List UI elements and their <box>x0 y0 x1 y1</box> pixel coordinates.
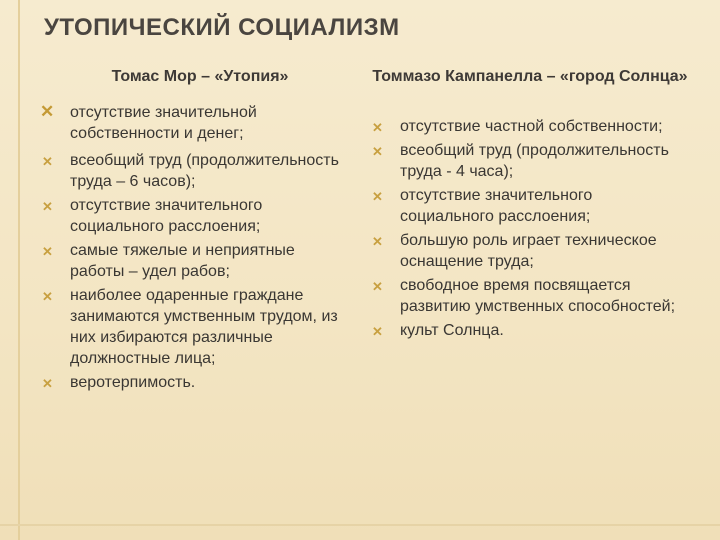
list-item <box>370 275 690 317</box>
x-mark-icon: ✕ <box>372 120 383 135</box>
list-item-text: веротерпимость. <box>70 374 196 391</box>
x-mark-icon: ✕ <box>42 289 53 304</box>
left-column-heading: Томас Мор – «Утопия» <box>111 68 289 85</box>
list-item <box>40 240 340 282</box>
list-item-text: всеобщий труд (продолжительность труда - 4 часа); <box>400 142 669 180</box>
list-item <box>370 116 690 137</box>
list-item-text: наиболее одаренные граждане занимаются умственным трудом, из них избираются различные должностные лица; <box>70 287 338 367</box>
x-mark-icon: ✕ <box>372 234 383 249</box>
list-item <box>370 140 690 182</box>
right-column-list <box>370 116 690 344</box>
left-divider <box>18 0 20 540</box>
list-item-text: свободное время посвящается развитию умственных способностей; <box>400 277 676 315</box>
x-mark-icon: ✕ <box>372 324 383 339</box>
list-item-text: отсутствие значительного социального расслоения; <box>70 197 263 235</box>
list-item-text: отсутствие частной собственности; <box>400 118 663 135</box>
x-mark-icon: ✕ <box>42 199 53 214</box>
list-item <box>40 195 340 237</box>
list-item-text: всеобщий труд (продолжительность труда – 6 часов); <box>70 152 339 190</box>
list-item-text: большую роль играет техническое оснащение труда; <box>400 232 657 270</box>
list-item <box>370 185 690 227</box>
x-mark-icon: ✕ <box>42 154 53 169</box>
slide-title: УТОПИЧЕСКИЙ СОЦИАЛИЗМ <box>44 14 400 41</box>
bottom-divider <box>0 524 720 526</box>
list-item-text: отсутствие значительной собственности и денег; <box>70 104 257 142</box>
list-item <box>40 285 340 369</box>
list-item <box>370 320 690 341</box>
x-mark-icon: ✕ <box>42 376 53 391</box>
list-item <box>40 372 340 393</box>
list-item-text: культ Солнца. <box>400 322 504 339</box>
list-item-text: отсутствие значительного социального расслоения; <box>400 187 593 225</box>
x-mark-icon: ✕ <box>372 144 383 159</box>
x-mark-icon: ✕ <box>372 279 383 294</box>
x-mark-icon: ✕ <box>40 102 55 121</box>
x-mark-icon: ✕ <box>372 189 383 204</box>
list-item <box>40 102 340 144</box>
left-column-list <box>40 102 340 396</box>
list-item <box>370 230 690 272</box>
list-item <box>40 150 340 192</box>
list-item-text: самые тяжелые и неприятные работы – удел рабов; <box>70 242 295 280</box>
right-column-heading: Томмазо Кампанелла – «город Солнца» <box>372 68 688 85</box>
x-mark-icon: ✕ <box>42 244 53 259</box>
